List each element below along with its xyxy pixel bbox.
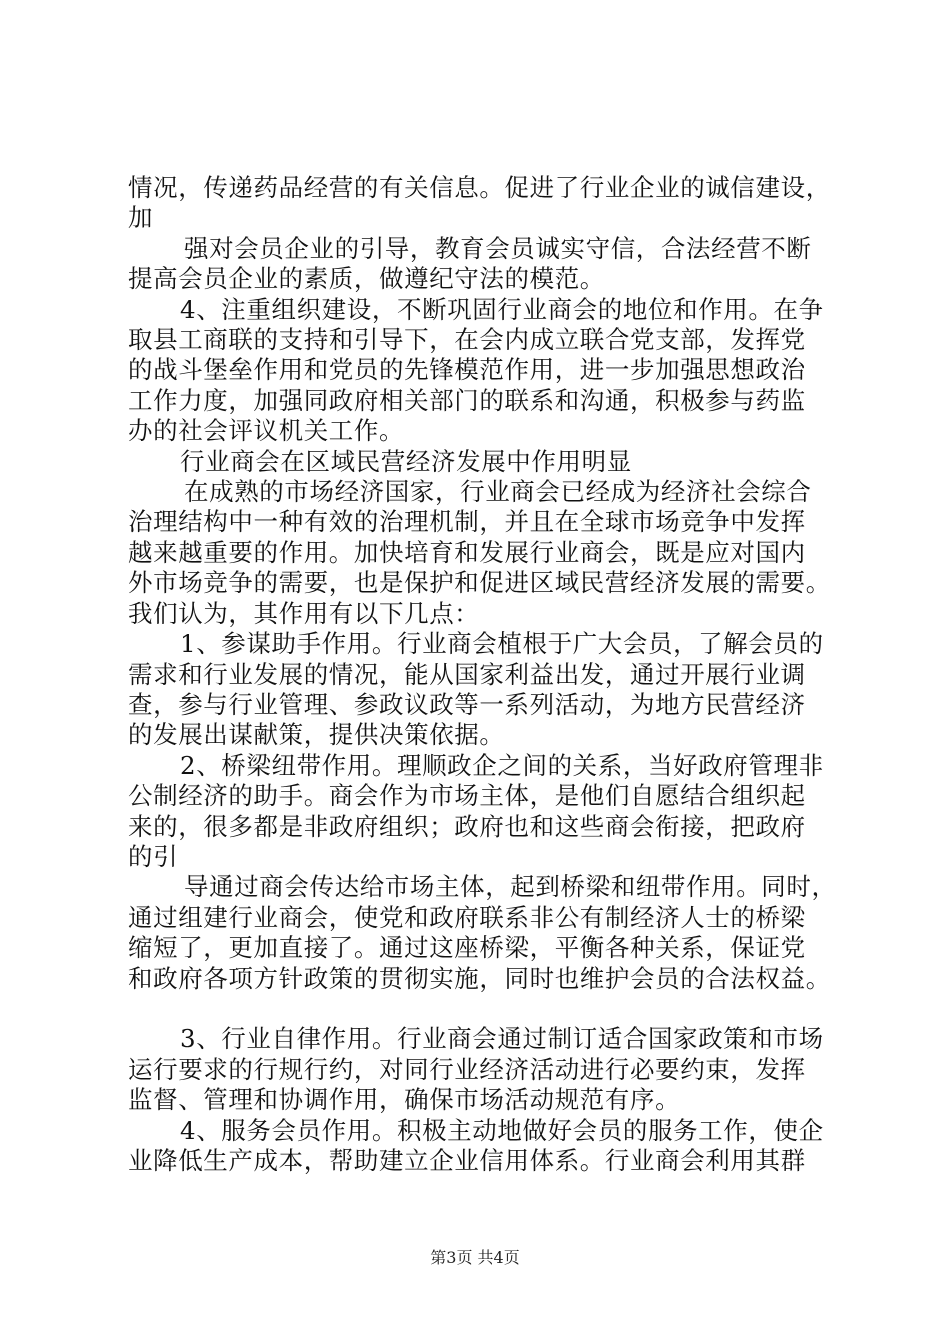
body-line-16: 1、参谋助手作用。行业商会植根于广大会员，了解会员的 <box>180 629 824 659</box>
page-footer <box>0 1245 950 1268</box>
body-line-21: 公制经济的助手。商会作为市场主体，是他们自愿结合组织起 <box>128 781 806 811</box>
page-number: 第3页 共4页 <box>430 1248 520 1267</box>
body-line-11: 在成熟的市场经济国家，行业商会已经成为经济社会综合 <box>184 477 812 507</box>
body-line-20: 2、桥梁纽带作用。理顺政企之间的关系，当好政府管理非 <box>180 750 824 780</box>
body-line-5: 4、注重组织建设，不断巩固行业商会的地位和作用。在争 <box>180 294 824 324</box>
body-line-7: 的战斗堡垒作用和党员的先锋模范作用，进一步加强思想政治 <box>128 355 806 385</box>
body-line-18: 查，参与行业管理、参政议政等一系列活动，为地方民营经济 <box>128 689 806 719</box>
body-line-1: 情况，传递药品经营的有关信息。促进了行业企业的诚信建设， <box>128 173 831 202</box>
body-line-30: 运行要求的行规行约，对同行业经济活动进行必要约束，发挥 <box>128 1054 806 1084</box>
body-line-19: 的发展出谋献策，提供决策依据。 <box>128 720 505 750</box>
body-line-13: 越来越重要的作用。加快培育和发展行业商会，既是应对国内 <box>128 537 806 567</box>
blank-line <box>128 994 856 1024</box>
body-line-24: 导通过商会传达给市场主体，起到桥梁和纽带作用。同时， <box>184 872 837 902</box>
body-line-29: 3、行业自律作用。行业商会通过制订适合国家政策和市场 <box>180 1024 824 1054</box>
body-line-17: 需求和行业发展的情况，能从国家利益出发，通过开展行业调 <box>128 659 806 689</box>
section-heading: 行业商会在区域民营经济发展中作用明显 <box>180 446 632 476</box>
document-body <box>128 173 856 1176</box>
body-line-6: 取县工商联的支持和引导下，在会内成立联合党支部，发挥党 <box>128 325 806 355</box>
body-line-12: 治理结构中一种有效的治理机制，并且在全球市场竞争中发挥 <box>128 507 806 537</box>
body-line-26: 缩短了，更加直接了。通过这座桥梁，平衡各种关系，保证党 <box>128 933 806 963</box>
body-line-33: 业降低生产成本，帮助建立企业信用体系。行业商会利用其群 <box>128 1145 806 1175</box>
body-line-25: 通过组建行业商会，使党和政府联系非公有制经济人士的桥梁 <box>128 902 806 932</box>
body-line-32: 4、服务会员作用。积极主动地做好会员的服务工作，使企 <box>180 1115 824 1145</box>
body-line-14: 外市场竞争的需要，也是保护和促进区域民营经济发展的需要。 <box>128 568 831 598</box>
body-line-9: 办的社会评议机关工作。 <box>128 416 405 446</box>
body-line-22: 来的，很多都是非政府组织；政府也和这些商会衔接，把政府 <box>128 811 806 841</box>
body-line-27: 和政府各项方针政策的贯彻实施，同时也维护会员的合法权益。 <box>128 963 831 993</box>
body-line-2: 加 <box>128 203 154 233</box>
body-line-8: 工作力度，加强同政府相关部门的联系和沟通，积极参与药监 <box>128 385 806 415</box>
body-line-23: 的引 <box>128 841 179 871</box>
body-line-3: 强对会员企业的引导，教育会员诚实守信，合法经营不断 <box>184 233 812 263</box>
body-line-4: 提高会员企业的素质，做遵纪守法的模范。 <box>128 264 605 294</box>
body-line-31: 监督、管理和协调作用，确保市场活动规范有序。 <box>128 1085 681 1115</box>
body-line-15: 我们认为，其作用有以下几点： <box>128 598 480 628</box>
